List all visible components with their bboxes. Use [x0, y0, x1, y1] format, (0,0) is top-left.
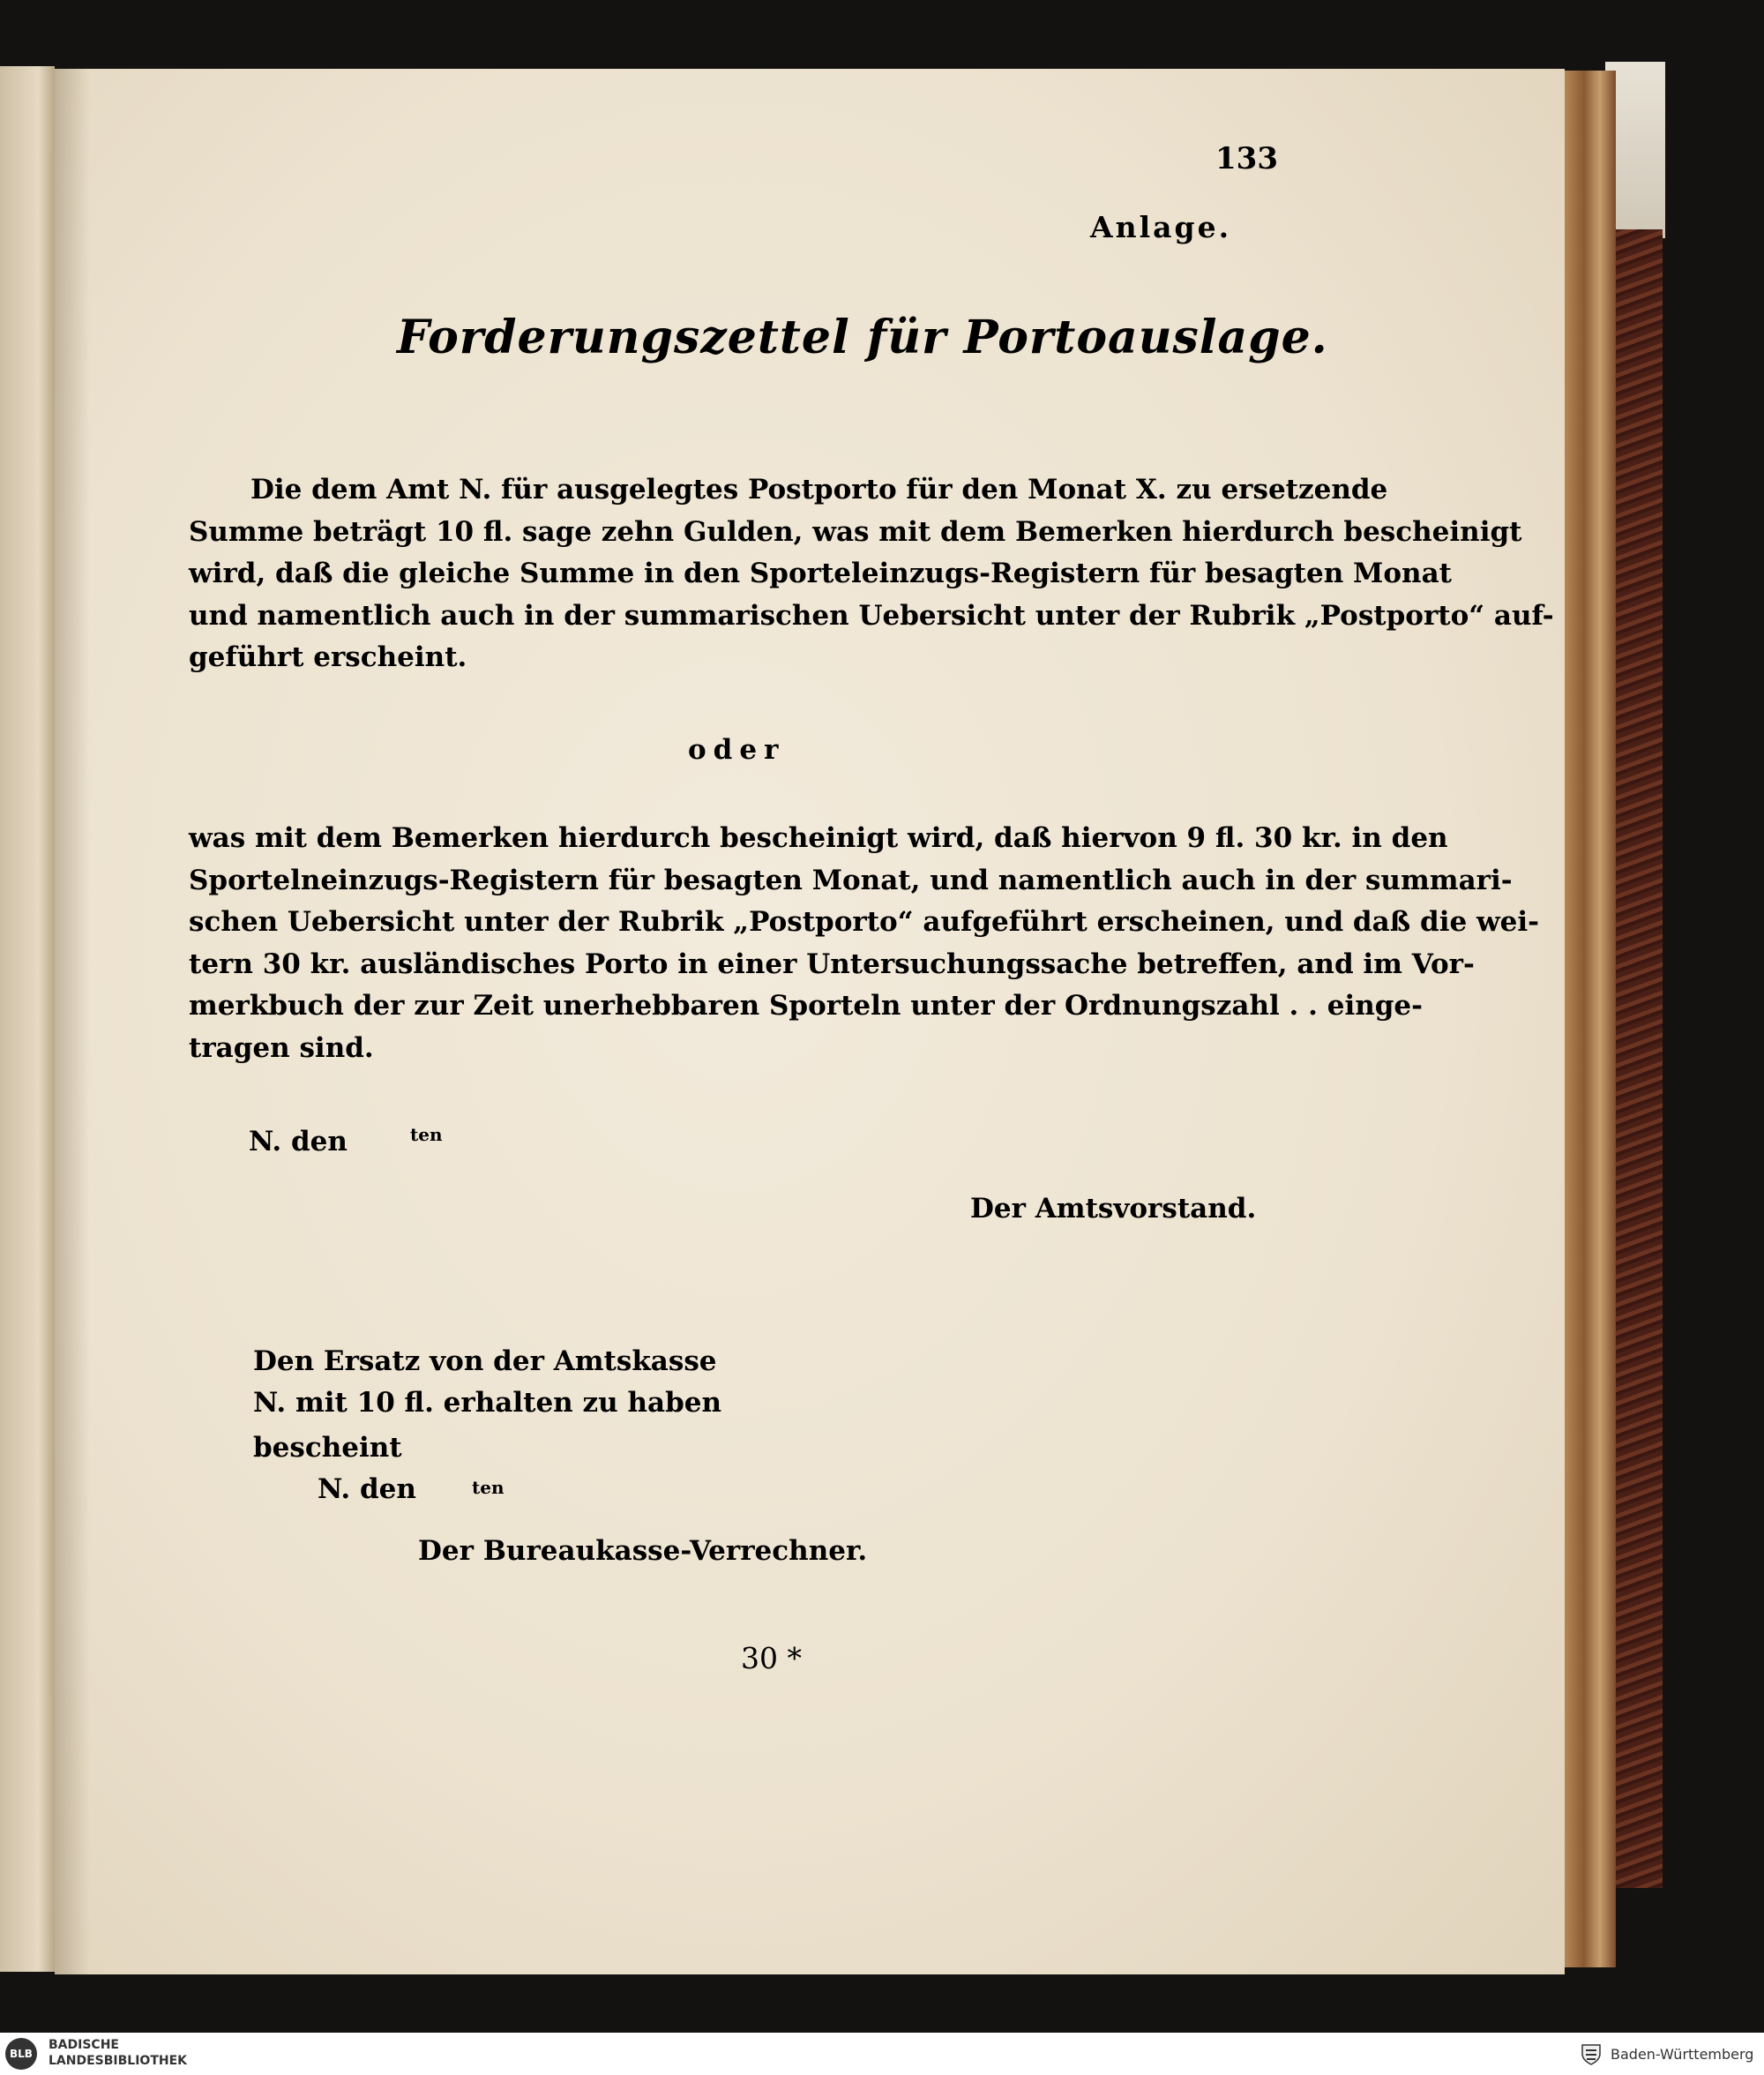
paragraph-line: schen Uebersicht unter der Rubrik „Postporto“ aufgeführt erscheinen, und daß die wei-: [189, 906, 1540, 938]
place-date-2: N. den: [318, 1473, 416, 1505]
oder-separator: oder: [688, 734, 786, 766]
paragraph-line: geführt erscheint.: [189, 641, 467, 673]
paragraph-2: [189, 818, 1540, 1069]
page-number: 133: [1215, 141, 1278, 176]
paragraph-line: und namentlich auch in der summarischen Uebersicht unter der Rubrik „Postporto“ auf-: [189, 599, 1554, 632]
paragraph-line: tragen sind.: [189, 1031, 374, 1064]
blb-logo-icon[interactable]: BLB: [5, 2038, 37, 2070]
paragraph-line: was mit dem Bemerken hierdurch bescheinigt wird, daß hiervon 9 fl. 30 kr. in den: [189, 822, 1448, 854]
date-superscript-1: ten: [410, 1124, 443, 1145]
place-date-1: N. den: [249, 1126, 348, 1157]
printer-signature-mark: 30 *: [741, 1641, 802, 1675]
footer-bar: [0, 2033, 1764, 2075]
paragraph-line: tern 30 kr. ausländisches Porto in einer Untersuchungssache betreffen, and im Vor-: [189, 948, 1475, 980]
book-cover: [1610, 229, 1663, 1888]
receipt-line: bescheint: [253, 1432, 402, 1464]
receipt-line: N. mit 10 fl. erhalten zu haben: [253, 1387, 722, 1419]
receipt-line: Den Ersatz von der Amtskasse: [253, 1345, 717, 1377]
paragraph-line: Summe beträgt 10 fl. sage zehn Gulden, was mit dem Bemerken hierdurch bescheinigt: [189, 515, 1522, 548]
library-name-line2[interactable]: LANDESBIBLIOTHEK: [49, 2054, 188, 2068]
date-superscript-2: ten: [472, 1477, 505, 1498]
paragraph-line: merkbuch der zur Zeit unerhebbaren Sporteln unter der Ordnungszahl . . einge-: [189, 990, 1424, 1022]
coat-of-arms-icon: [1579, 2041, 1603, 2066]
annex-label: Anlage.: [1090, 210, 1232, 244]
paragraph-line: Die dem Amt N. für ausgelegtes Postporto für den Monat X. zu ersetzende: [250, 474, 1388, 506]
state-label[interactable]: Baden-Württemberg: [1611, 2046, 1754, 2063]
library-name-line1[interactable]: BADISCHE: [49, 2038, 119, 2052]
paragraph-1: [189, 469, 1554, 679]
left-page-edge: [0, 66, 55, 1972]
page-block-edge: [1563, 71, 1616, 1967]
page-title: Forderungszettel für Portoauslage.: [397, 311, 1328, 364]
signature-amtsvorstand: Der Amtsvorstand.: [970, 1193, 1257, 1225]
paragraph-line: Sportelneinzugs-Registern für besagten Monat, und namentlich auch in der summari-: [189, 864, 1513, 896]
gutter-shadow: [55, 69, 90, 1974]
signature-bureaukasse: Der Bureaukasse-Verrechner.: [418, 1535, 868, 1567]
paragraph-line: wird, daß die gleiche Summe in den Sporteleinzugs-Registern für besagten Monat: [189, 558, 1452, 589]
